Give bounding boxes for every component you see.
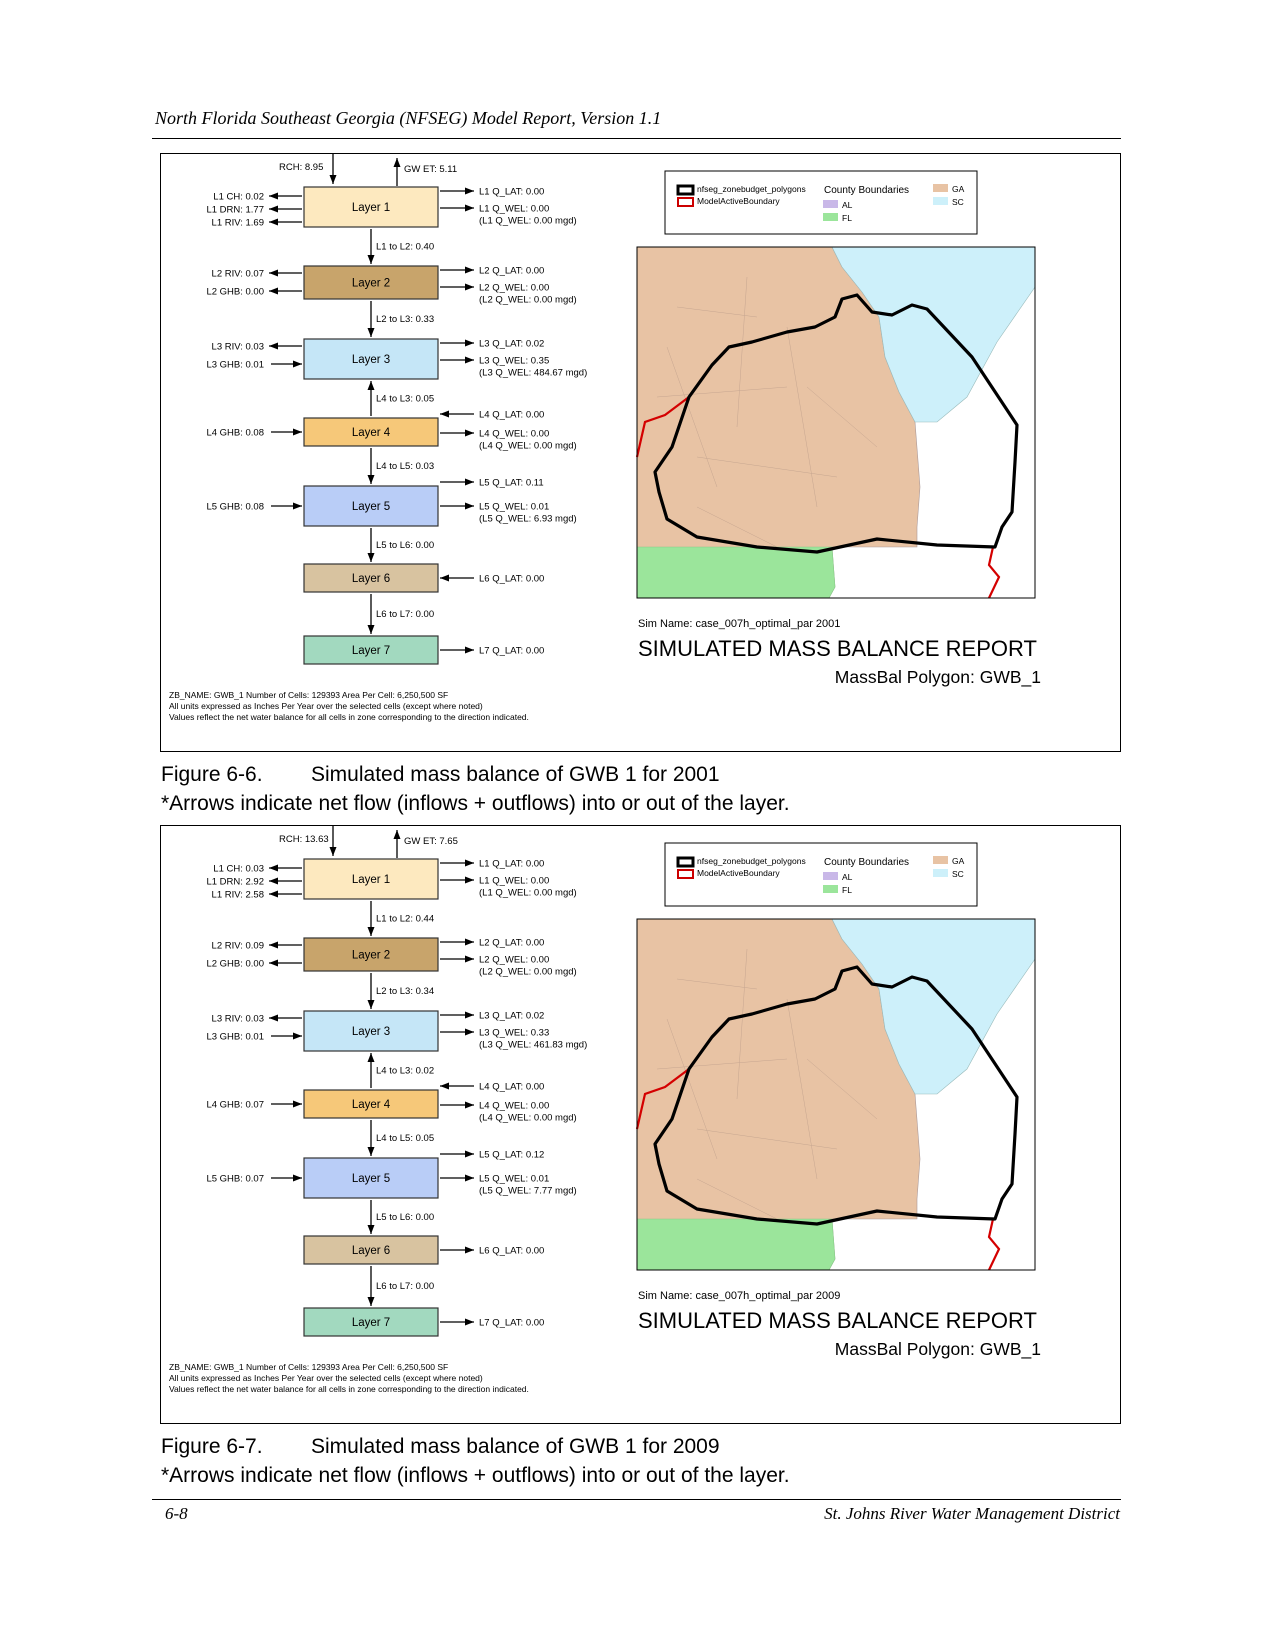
inflow-arrow xyxy=(440,575,474,582)
layer-label: Layer 5 xyxy=(351,1173,391,1185)
outflow-arrow xyxy=(440,939,474,946)
left-flow-label: L2 GHB: 0.00 xyxy=(206,958,264,970)
rch-arrow xyxy=(330,154,337,184)
vertical-flow-arrow xyxy=(368,381,375,416)
arrow-head xyxy=(465,267,474,274)
outflow-arrow xyxy=(269,878,302,885)
gwet-arrow xyxy=(394,158,401,186)
arrow-head xyxy=(465,647,474,654)
outflow-arrow xyxy=(269,270,302,277)
county-label: AL xyxy=(842,200,853,210)
arrow-head xyxy=(330,847,337,856)
layer-label: Layer 4 xyxy=(351,427,391,439)
outflow-arrow xyxy=(440,340,474,347)
inflow-arrow xyxy=(440,1083,474,1090)
sim-name: Sim Name: case_007h_optimal_par 2009 xyxy=(638,1290,841,1302)
right-flow-label: L5 Q_LAT: 0.12 xyxy=(479,1149,545,1161)
county-label: AL xyxy=(842,872,853,882)
right-flow-label: L1 Q_WEL: 0.00 xyxy=(479,203,550,215)
county-swatch xyxy=(933,184,948,192)
layer-label: Layer 3 xyxy=(351,1026,391,1038)
right-flow-label: (L4 Q_WEL: 0.00 mgd) xyxy=(479,440,577,452)
caption-note: *Arrows indicate net flow (inflows + outflows) into or out of the layer. xyxy=(161,792,790,815)
arrow-head xyxy=(368,475,375,484)
arrow-head xyxy=(293,503,302,510)
left-flow-label: L1 CH: 0.02 xyxy=(213,191,264,203)
polygon-label: MassBal Polygon: GWB_1 xyxy=(834,667,1041,687)
arrow-head xyxy=(465,1012,474,1019)
mass-balance-diagram xyxy=(161,154,1120,751)
right-flow-label: L2 Q_LAT: 0.00 xyxy=(479,265,545,277)
vertical-flow-arrow xyxy=(368,301,375,337)
vertical-flow-label: L1 to L2: 0.44 xyxy=(376,913,435,925)
vertical-flow-arrow xyxy=(368,448,375,484)
right-flow-label: (L2 Q_WEL: 0.00 mgd) xyxy=(479,966,577,978)
left-flow-label: L3 RIV: 0.03 xyxy=(211,341,264,353)
arrow-head xyxy=(368,1225,375,1234)
county-legend-title: County Boundaries xyxy=(824,185,910,196)
right-flow-label: L7 Q_LAT: 0.00 xyxy=(479,645,545,657)
outflow-arrow xyxy=(440,284,474,291)
county-swatch xyxy=(933,856,948,864)
vertical-flow-arrow xyxy=(368,229,375,264)
outflow-arrow xyxy=(269,343,302,350)
arrow-head xyxy=(465,1247,474,1254)
zone-note: Values reflect the net water balance for all cells in zone corresponding to the direction indicated. xyxy=(169,712,529,722)
vertical-flow-label: L6 to L7: 0.00 xyxy=(376,1281,435,1292)
vertical-flow-label: L6 to L7: 0.00 xyxy=(376,609,435,620)
left-flow-label: L1 CH: 0.03 xyxy=(213,863,264,875)
report-title: SIMULATED MASS BALANCE REPORT xyxy=(638,1308,1037,1333)
right-flow-label: L5 Q_WEL: 0.01 xyxy=(479,1173,550,1185)
outflow-arrow xyxy=(440,1102,474,1109)
arrow-head xyxy=(269,219,278,226)
arrow-head xyxy=(465,340,474,347)
arrow-head xyxy=(465,284,474,291)
right-flow-label: L6 Q_LAT: 0.00 xyxy=(479,1245,545,1257)
right-flow-label: (L1 Q_WEL: 0.00 mgd) xyxy=(479,215,577,227)
arrow-head xyxy=(465,1175,474,1182)
arrow-head xyxy=(394,158,401,167)
outflow-arrow xyxy=(269,206,302,213)
layer-label: Layer 2 xyxy=(351,277,391,290)
florida-region xyxy=(637,1219,835,1270)
right-flow-label: L4 Q_WEL: 0.00 xyxy=(479,428,550,440)
footer-rule xyxy=(152,1499,1121,1500)
county-label: SC xyxy=(952,869,964,879)
arrow-head xyxy=(293,1175,302,1182)
arrow-head xyxy=(368,1297,375,1306)
arrow-head xyxy=(465,1151,474,1158)
vertical-flow-label: L2 to L3: 0.34 xyxy=(376,986,435,997)
vertical-flow-arrow xyxy=(368,1053,375,1088)
outflow-arrow xyxy=(440,430,474,437)
arrow-head xyxy=(465,1102,474,1109)
arrow-head xyxy=(330,175,337,184)
right-flow-label: L3 Q_LAT: 0.02 xyxy=(479,1010,545,1022)
arrow-head xyxy=(368,1000,375,1009)
layer-label: Layer 7 xyxy=(351,1317,391,1329)
county-label: FL xyxy=(842,885,852,895)
zone-note: ZB_NAME: GWB_1 Number of Cells: 129393 Area Per Cell: 6,250,500 SF xyxy=(169,1362,449,1372)
outflow-arrow xyxy=(269,1015,302,1022)
figure-6-6 xyxy=(160,153,1121,752)
outflow-arrow xyxy=(440,647,474,654)
vertical-flow-label: L4 to L3: 0.02 xyxy=(376,1065,435,1077)
zone-polygon-label: nfseg_zonebudget_polygons xyxy=(697,856,806,866)
right-flow-label: L5 Q_WEL: 0.01 xyxy=(479,501,550,513)
outflow-arrow xyxy=(440,1319,474,1326)
footer-organization: St. Johns River Water Management District xyxy=(824,1504,1120,1523)
right-flow-label: L1 Q_LAT: 0.00 xyxy=(479,186,545,198)
outflow-arrow xyxy=(440,205,474,212)
county-label: GA xyxy=(952,184,965,194)
outflow-arrow xyxy=(440,479,474,486)
right-flow-label: (L2 Q_WEL: 0.00 mgd) xyxy=(479,294,577,306)
header-rule xyxy=(152,138,1121,139)
gwet-label: GW ET: 7.65 xyxy=(404,836,458,847)
map-legend xyxy=(665,171,977,234)
outflow-arrow xyxy=(440,860,474,867)
arrow-head xyxy=(269,878,278,885)
right-flow-label: L1 Q_WEL: 0.00 xyxy=(479,875,550,887)
vertical-flow-arrow xyxy=(368,528,375,562)
left-flow-label: L3 GHB: 0.01 xyxy=(206,359,264,371)
arrow-head xyxy=(465,1029,474,1036)
arrow-head xyxy=(293,429,302,436)
arrow-head xyxy=(269,865,278,872)
county-map xyxy=(637,919,1035,1270)
left-flow-label: L3 GHB: 0.01 xyxy=(206,1031,264,1043)
county-legend-title: County Boundaries xyxy=(824,857,910,868)
outflow-arrow xyxy=(269,891,302,898)
right-flow-label: L1 Q_LAT: 0.00 xyxy=(479,858,545,870)
layer-label: Layer 1 xyxy=(351,874,391,886)
zone-note: All units expressed as Inches Per Year over the selected cells (except where noted) xyxy=(169,1373,483,1383)
right-flow-label: L3 Q_WEL: 0.35 xyxy=(479,355,550,367)
right-flow-label: (L1 Q_WEL: 0.00 mgd) xyxy=(479,887,577,899)
outflow-arrow xyxy=(440,1012,474,1019)
caption-title: Simulated mass balance of GWB 1 for 2001 xyxy=(311,763,720,786)
caption-number: Figure 6-6. xyxy=(161,763,263,786)
map-legend xyxy=(665,843,977,906)
arrow-head xyxy=(269,343,278,350)
mass-balance-diagram xyxy=(161,826,1120,1423)
county-swatch xyxy=(823,213,838,221)
left-flow-label: L5 GHB: 0.08 xyxy=(206,501,264,513)
arrow-head xyxy=(293,361,302,368)
outflow-arrow xyxy=(440,188,474,195)
right-flow-label: L4 Q_WEL: 0.00 xyxy=(479,1100,550,1112)
zone-polygon-label: nfseg_zonebudget_polygons xyxy=(697,184,806,194)
right-flow-label: L7 Q_LAT: 0.00 xyxy=(479,1317,545,1329)
arrow-head xyxy=(368,255,375,264)
county-swatch xyxy=(933,869,948,877)
outflow-arrow xyxy=(440,1029,474,1036)
zone-note: ZB_NAME: GWB_1 Number of Cells: 129393 Area Per Cell: 6,250,500 SF xyxy=(169,690,449,700)
arrow-head xyxy=(465,357,474,364)
arrow-head xyxy=(368,381,375,390)
inflow-arrow xyxy=(271,1175,302,1182)
right-flow-label: (L4 Q_WEL: 0.00 mgd) xyxy=(479,1112,577,1124)
gwet-arrow xyxy=(394,830,401,858)
arrow-head xyxy=(465,956,474,963)
right-flow-label: (L5 Q_WEL: 6.93 mgd) xyxy=(479,513,577,525)
arrow-head xyxy=(269,891,278,898)
figure-6-7-caption xyxy=(161,1432,790,1490)
outflow-arrow xyxy=(440,503,474,510)
arrow-head xyxy=(440,1083,449,1090)
vertical-flow-arrow xyxy=(368,901,375,936)
right-flow-label: L2 Q_LAT: 0.00 xyxy=(479,937,545,949)
right-flow-label: L6 Q_LAT: 0.00 xyxy=(479,573,545,585)
left-flow-label: L1 RIV: 2.58 xyxy=(211,889,264,901)
outflow-arrow xyxy=(440,1151,474,1158)
layer-label: Layer 1 xyxy=(351,202,391,214)
vertical-flow-label: L4 to L3: 0.05 xyxy=(376,393,435,405)
arrow-head xyxy=(465,860,474,867)
right-flow-label: (L5 Q_WEL: 7.77 mgd) xyxy=(479,1185,577,1197)
caption-title: Simulated mass balance of GWB 1 for 2009 xyxy=(311,1435,720,1458)
arrow-head xyxy=(269,960,278,967)
left-flow-label: L1 RIV: 1.69 xyxy=(211,217,264,229)
vertical-flow-label: L1 to L2: 0.40 xyxy=(376,241,435,253)
arrow-head xyxy=(368,625,375,634)
outflow-arrow xyxy=(269,193,302,200)
rch-label: RCH: 8.95 xyxy=(279,162,324,173)
zone-note: All units expressed as Inches Per Year over the selected cells (except where noted) xyxy=(169,701,483,711)
outflow-arrow xyxy=(440,1175,474,1182)
arrow-head xyxy=(368,1147,375,1156)
right-flow-label: L2 Q_WEL: 0.00 xyxy=(479,954,550,966)
gwet-label: GW ET: 5.11 xyxy=(404,164,458,175)
layer-label: Layer 7 xyxy=(351,645,391,657)
layer-label: Layer 2 xyxy=(351,949,391,962)
outflow-arrow xyxy=(269,219,302,226)
county-swatch xyxy=(823,885,838,893)
sim-name: Sim Name: case_007h_optimal_par 2001 xyxy=(638,618,841,630)
arrow-head xyxy=(368,553,375,562)
arrow-head xyxy=(465,877,474,884)
right-flow-label: L5 Q_LAT: 0.11 xyxy=(479,477,544,489)
left-flow-label: L1 DRN: 2.92 xyxy=(206,876,264,888)
inflow-arrow xyxy=(271,429,302,436)
arrow-head xyxy=(440,411,449,418)
arrow-head xyxy=(465,479,474,486)
right-flow-label: L4 Q_LAT: 0.00 xyxy=(479,409,545,421)
county-label: GA xyxy=(952,856,965,866)
left-flow-label: L2 GHB: 0.00 xyxy=(206,286,264,298)
inflow-arrow xyxy=(271,503,302,510)
rch-label: RCH: 13.63 xyxy=(279,834,329,845)
vertical-flow-label: L5 to L6: 0.00 xyxy=(376,1212,435,1223)
page-number: 6-8 xyxy=(165,1504,188,1523)
caption-number: Figure 6-7. xyxy=(161,1435,263,1458)
outflow-arrow xyxy=(269,942,302,949)
right-flow-label: (L3 Q_WEL: 484.67 mgd) xyxy=(479,367,588,379)
vertical-flow-label: L2 to L3: 0.33 xyxy=(376,314,435,325)
outflow-arrow xyxy=(440,267,474,274)
outflow-arrow xyxy=(440,956,474,963)
arrow-head xyxy=(465,430,474,437)
outflow-arrow xyxy=(269,288,302,295)
outflow-arrow xyxy=(440,1247,474,1254)
vertical-flow-arrow xyxy=(368,1266,375,1306)
layer-label: Layer 5 xyxy=(351,501,391,513)
county-map xyxy=(637,247,1035,598)
arrow-head xyxy=(293,1033,302,1040)
layer-label: Layer 3 xyxy=(351,354,391,366)
vertical-flow-label: L4 to L5: 0.05 xyxy=(376,1133,435,1144)
florida-region xyxy=(637,547,835,598)
left-flow-label: L2 RIV: 0.09 xyxy=(211,940,264,952)
vertical-flow-arrow xyxy=(368,594,375,634)
active-boundary-label: ModelActiveBoundary xyxy=(697,868,780,878)
county-label: SC xyxy=(952,197,964,207)
inflow-arrow xyxy=(271,1101,302,1108)
figure-6-6-caption xyxy=(161,760,790,818)
inflow-arrow xyxy=(271,1033,302,1040)
arrow-head xyxy=(465,503,474,510)
arrow-head xyxy=(269,270,278,277)
vertical-flow-label: L5 to L6: 0.00 xyxy=(376,540,435,551)
vertical-flow-label: L4 to L5: 0.03 xyxy=(376,461,435,472)
arrow-head xyxy=(269,288,278,295)
vertical-flow-arrow xyxy=(368,1120,375,1156)
arrow-head xyxy=(465,1319,474,1326)
arrow-head xyxy=(269,206,278,213)
outflow-arrow xyxy=(269,865,302,872)
arrow-head xyxy=(465,205,474,212)
zone-note: Values reflect the net water balance for all cells in zone corresponding to the direction indicated. xyxy=(169,1384,529,1394)
right-flow-label: L3 Q_WEL: 0.33 xyxy=(479,1027,550,1039)
right-flow-label: L2 Q_WEL: 0.00 xyxy=(479,282,550,294)
outflow-arrow xyxy=(269,960,302,967)
right-flow-label: (L3 Q_WEL: 461.83 mgd) xyxy=(479,1039,588,1051)
caption-note: *Arrows indicate net flow (inflows + outflows) into or out of the layer. xyxy=(161,1464,790,1487)
arrow-head xyxy=(269,193,278,200)
left-flow-label: L5 GHB: 0.07 xyxy=(206,1173,264,1185)
left-flow-label: L1 DRN: 1.77 xyxy=(206,204,264,216)
county-swatch xyxy=(823,872,838,880)
left-flow-label: L3 RIV: 0.03 xyxy=(211,1013,264,1025)
county-swatch xyxy=(823,200,838,208)
arrow-head xyxy=(368,1053,375,1062)
layer-label: Layer 6 xyxy=(351,573,391,585)
arrow-head xyxy=(440,575,449,582)
left-flow-label: L2 RIV: 0.07 xyxy=(211,268,264,280)
rch-arrow xyxy=(330,826,337,856)
left-flow-label: L4 GHB: 0.07 xyxy=(206,1099,264,1111)
arrow-head xyxy=(269,1015,278,1022)
report-title: SIMULATED MASS BALANCE REPORT xyxy=(638,636,1037,661)
vertical-flow-arrow xyxy=(368,1200,375,1234)
arrow-head xyxy=(269,942,278,949)
vertical-flow-arrow xyxy=(368,973,375,1009)
county-swatch xyxy=(933,197,948,205)
figure-6-7 xyxy=(160,825,1121,1424)
inflow-arrow xyxy=(271,361,302,368)
left-flow-label: L4 GHB: 0.08 xyxy=(206,427,264,439)
inflow-arrow xyxy=(440,411,474,418)
arrow-head xyxy=(368,328,375,337)
polygon-label: MassBal Polygon: GWB_1 xyxy=(834,1339,1041,1359)
page-header: North Florida Southeast Georgia (NFSEG) Model Report, Version 1.1 xyxy=(155,108,662,128)
right-flow-label: L4 Q_LAT: 0.00 xyxy=(479,1081,545,1093)
active-boundary-label: ModelActiveBoundary xyxy=(697,196,780,206)
arrow-head xyxy=(465,939,474,946)
outflow-arrow xyxy=(440,357,474,364)
county-label: FL xyxy=(842,213,852,223)
right-flow-label: L3 Q_LAT: 0.02 xyxy=(479,338,545,350)
arrow-head xyxy=(465,188,474,195)
arrow-head xyxy=(394,830,401,839)
outflow-arrow xyxy=(440,877,474,884)
arrow-head xyxy=(293,1101,302,1108)
layer-label: Layer 4 xyxy=(351,1099,391,1111)
arrow-head xyxy=(368,927,375,936)
layer-label: Layer 6 xyxy=(351,1245,391,1257)
